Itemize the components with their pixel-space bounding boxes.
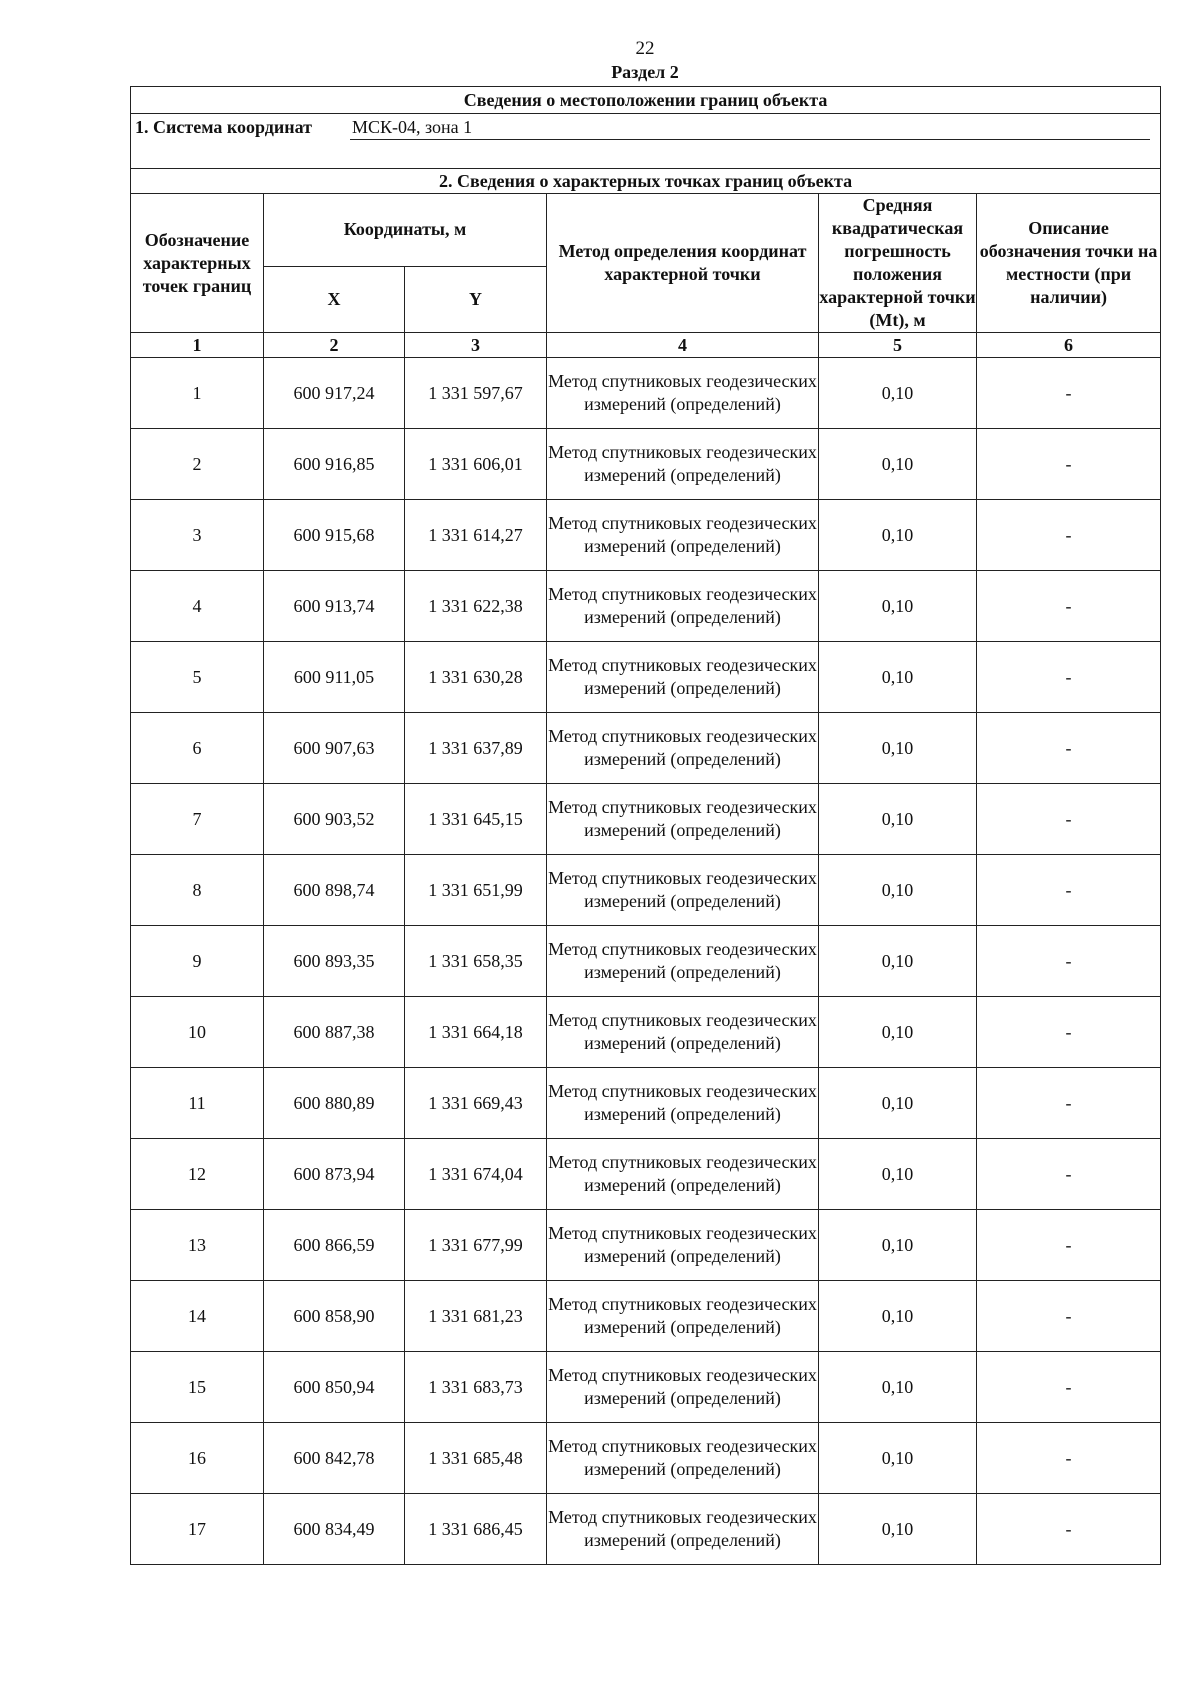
cell-error: 0,10 <box>819 997 977 1068</box>
cell-x: 600 880,89 <box>264 1068 405 1139</box>
table-row <box>131 429 1161 500</box>
cell-point: 12 <box>131 1139 264 1210</box>
cell-x: 600 893,35 <box>264 926 405 997</box>
coordinate-system-label: 1. Система координат <box>135 117 312 137</box>
cell-description: - <box>977 1139 1161 1210</box>
cell-error: 0,10 <box>819 784 977 855</box>
cell-description: - <box>977 713 1161 784</box>
cell-y: 1 331 674,04 <box>405 1139 547 1210</box>
table-row <box>131 642 1161 713</box>
column-number: 2 <box>264 333 405 358</box>
cell-point: 16 <box>131 1423 264 1494</box>
cell-point: 17 <box>131 1494 264 1565</box>
cell-x: 600 915,68 <box>264 500 405 571</box>
cell-x: 600 903,52 <box>264 784 405 855</box>
cell-x: 600 917,24 <box>264 358 405 429</box>
cell-y: 1 331 606,01 <box>405 429 547 500</box>
table-row <box>131 1139 1161 1210</box>
cell-point: 1 <box>131 358 264 429</box>
cell-x: 600 887,38 <box>264 997 405 1068</box>
header-x: X <box>264 266 405 332</box>
cell-method: Метод спутниковых геодезических измерений (определений) <box>547 429 819 500</box>
cell-y: 1 331 685,48 <box>405 1423 547 1494</box>
table-row <box>131 1423 1161 1494</box>
table-row <box>131 855 1161 926</box>
cell-error: 0,10 <box>819 642 977 713</box>
coordinate-system-row <box>131 114 1161 169</box>
table-row <box>131 1352 1161 1423</box>
table-row <box>131 1281 1161 1352</box>
cell-method: Метод спутниковых геодезических измерений (определений) <box>547 784 819 855</box>
cell-description: - <box>977 1281 1161 1352</box>
cell-error: 0,10 <box>819 1210 977 1281</box>
table-title: Сведения о местоположении границ объекта <box>131 87 1161 114</box>
cell-method: Метод спутниковых геодезических измерений (определений) <box>547 571 819 642</box>
cell-point: 8 <box>131 855 264 926</box>
cell-description: - <box>977 642 1161 713</box>
cell-point: 11 <box>131 1068 264 1139</box>
table-row <box>131 1494 1161 1565</box>
cell-y: 1 331 683,73 <box>405 1352 547 1423</box>
cell-x: 600 866,59 <box>264 1210 405 1281</box>
cell-x: 600 898,74 <box>264 855 405 926</box>
coordinate-system-value: МСК-04, зона 1 <box>350 116 1150 140</box>
cell-description: - <box>977 500 1161 571</box>
cell-description: - <box>977 429 1161 500</box>
table-row <box>131 926 1161 997</box>
cell-y: 1 331 658,35 <box>405 926 547 997</box>
cell-point: 14 <box>131 1281 264 1352</box>
cell-error: 0,10 <box>819 358 977 429</box>
table-row <box>131 358 1161 429</box>
cell-y: 1 331 614,27 <box>405 500 547 571</box>
cell-y: 1 331 630,28 <box>405 642 547 713</box>
cell-x: 600 873,94 <box>264 1139 405 1210</box>
table-row <box>131 1210 1161 1281</box>
cell-point: 5 <box>131 642 264 713</box>
column-number: 3 <box>405 333 547 358</box>
cell-method: Метод спутниковых геодезических измерений (определений) <box>547 500 819 571</box>
cell-description: - <box>977 1423 1161 1494</box>
column-number: 1 <box>131 333 264 358</box>
cell-error: 0,10 <box>819 1423 977 1494</box>
cell-point: 4 <box>131 571 264 642</box>
cell-description: - <box>977 1352 1161 1423</box>
cell-error: 0,10 <box>819 926 977 997</box>
cell-description: - <box>977 1210 1161 1281</box>
boundary-points-table <box>130 86 1161 1565</box>
cell-y: 1 331 677,99 <box>405 1210 547 1281</box>
header-description: Описание обозначения точки на местности (при наличии) <box>977 194 1161 333</box>
cell-y: 1 331 669,43 <box>405 1068 547 1139</box>
cell-description: - <box>977 997 1161 1068</box>
cell-method: Метод спутниковых геодезических измерений (определений) <box>547 1281 819 1352</box>
cell-method: Метод спутниковых геодезических измерений (определений) <box>547 926 819 997</box>
cell-y: 1 331 686,45 <box>405 1494 547 1565</box>
header-coordinates: Координаты, м <box>264 194 547 267</box>
cell-point: 6 <box>131 713 264 784</box>
table-row <box>131 997 1161 1068</box>
cell-x: 600 911,05 <box>264 642 405 713</box>
header-y: Y <box>405 266 547 332</box>
cell-error: 0,10 <box>819 1068 977 1139</box>
cell-y: 1 331 651,99 <box>405 855 547 926</box>
cell-error: 0,10 <box>819 713 977 784</box>
column-number: 6 <box>977 333 1161 358</box>
table-row <box>131 1068 1161 1139</box>
cell-point: 3 <box>131 500 264 571</box>
cell-y: 1 331 597,67 <box>405 358 547 429</box>
cell-point: 2 <box>131 429 264 500</box>
cell-y: 1 331 637,89 <box>405 713 547 784</box>
cell-error: 0,10 <box>819 500 977 571</box>
column-number: 4 <box>547 333 819 358</box>
cell-y: 1 331 645,15 <box>405 784 547 855</box>
cell-description: - <box>977 1068 1161 1139</box>
cell-method: Метод спутниковых геодезических измерений (определений) <box>547 1494 819 1565</box>
cell-method: Метод спутниковых геодезических измерений (определений) <box>547 1068 819 1139</box>
page-number: 22 <box>635 38 655 59</box>
cell-description: - <box>977 926 1161 997</box>
cell-error: 0,10 <box>819 429 977 500</box>
table-row <box>131 571 1161 642</box>
cell-method: Метод спутниковых геодезических измерений (определений) <box>547 997 819 1068</box>
cell-description: - <box>977 571 1161 642</box>
cell-error: 0,10 <box>819 1494 977 1565</box>
cell-description: - <box>977 855 1161 926</box>
header-point-designation: Обозначение характерных точек границ <box>131 194 264 333</box>
cell-point: 10 <box>131 997 264 1068</box>
cell-point: 13 <box>131 1210 264 1281</box>
cell-method: Метод спутниковых геодезических измерений (определений) <box>547 1352 819 1423</box>
cell-error: 0,10 <box>819 571 977 642</box>
cell-description: - <box>977 1494 1161 1565</box>
cell-method: Метод спутниковых геодезических измерений (определений) <box>547 642 819 713</box>
cell-y: 1 331 681,23 <box>405 1281 547 1352</box>
cell-x: 600 907,63 <box>264 713 405 784</box>
cell-x: 600 842,78 <box>264 1423 405 1494</box>
cell-error: 0,10 <box>819 1139 977 1210</box>
cell-x: 600 858,90 <box>264 1281 405 1352</box>
cell-error: 0,10 <box>819 855 977 926</box>
header-method: Метод определения координат характерной точки <box>547 194 819 333</box>
cell-method: Метод спутниковых геодезических измерений (определений) <box>547 855 819 926</box>
cell-method: Метод спутниковых геодезических измерений (определений) <box>547 1210 819 1281</box>
cell-x: 600 850,94 <box>264 1352 405 1423</box>
cell-x: 600 834,49 <box>264 1494 405 1565</box>
cell-error: 0,10 <box>819 1281 977 1352</box>
header-error: Средняя квадратическая погрешность положения характерной точки (Mt), м <box>819 194 977 333</box>
cell-y: 1 331 664,18 <box>405 997 547 1068</box>
table-row <box>131 713 1161 784</box>
table-row <box>131 500 1161 571</box>
section-title: Раздел 2 <box>611 62 679 82</box>
cell-point: 15 <box>131 1352 264 1423</box>
cell-y: 1 331 622,38 <box>405 571 547 642</box>
cell-description: - <box>977 358 1161 429</box>
cell-method: Метод спутниковых геодезических измерений (определений) <box>547 713 819 784</box>
cell-x: 600 913,74 <box>264 571 405 642</box>
column-number: 5 <box>819 333 977 358</box>
cell-method: Метод спутниковых геодезических измерений (определений) <box>547 1139 819 1210</box>
cell-description: - <box>977 784 1161 855</box>
table-subtitle: 2. Сведения о характерных точках границ объекта <box>131 169 1161 194</box>
cell-point: 9 <box>131 926 264 997</box>
cell-x: 600 916,85 <box>264 429 405 500</box>
cell-point: 7 <box>131 784 264 855</box>
cell-error: 0,10 <box>819 1352 977 1423</box>
cell-method: Метод спутниковых геодезических измерений (определений) <box>547 1423 819 1494</box>
cell-method: Метод спутниковых геодезических измерений (определений) <box>547 358 819 429</box>
table-row <box>131 784 1161 855</box>
